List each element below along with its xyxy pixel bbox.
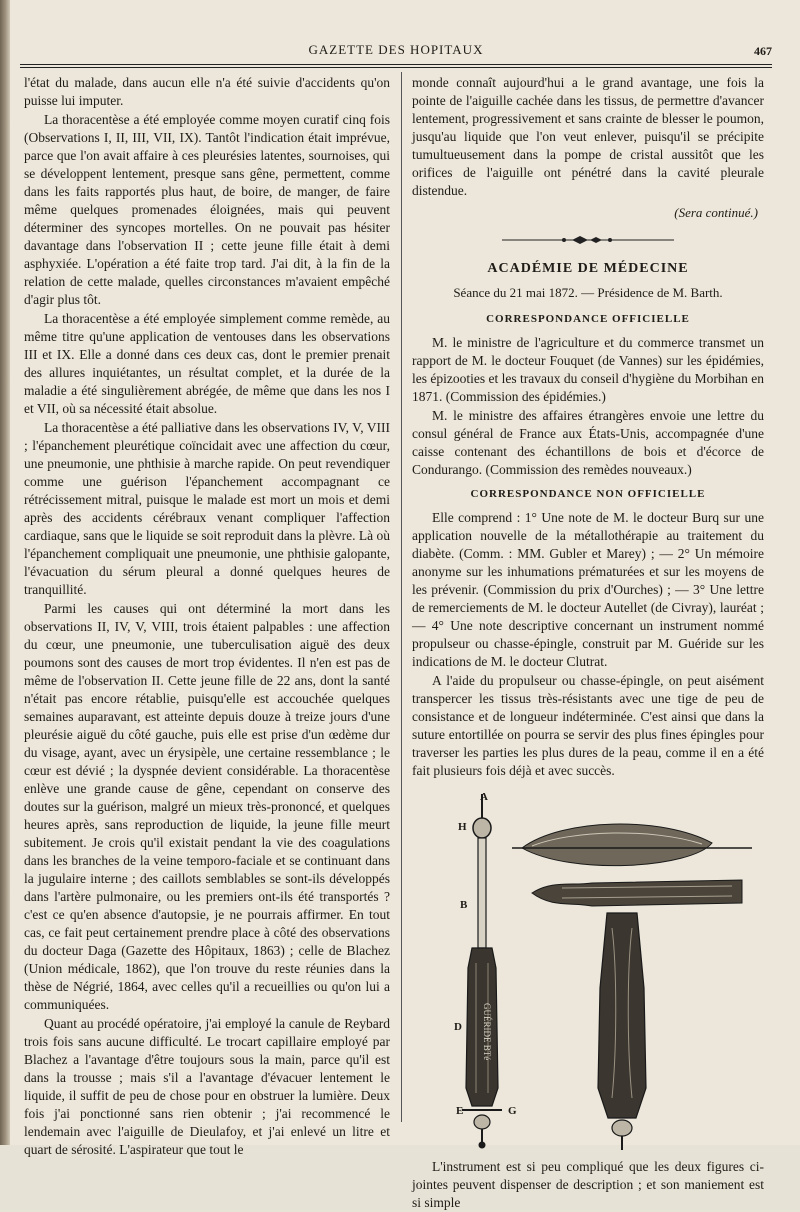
paragraph: l'état du malade, dans aucun elle n'a été suivie d'accidents qu'on puisse lui imputer. (24, 75, 390, 108)
paragraph: Parmi les causes qui ont déterminé la mort dans les observations II, IV, V, VIII, trois étaient palpables : une affection du cœur, une pneumonie, une tuberculisation aiguë des deux poumons sont des causes de mort trop évidentes. Il n'en est pas de même de l'observation II. Cette jeune fille de 22 ans, dont la santé n'était pas encore rétablie, puisqu'elle est accouchée quelques semaines auparavant, est atteinte depuis douze à treize jours d'une pleurésie aiguë du côté gauche, puis elle est prise d'un œdème dur du visage, ayant, avec un érysipèle, une certaine ressemblance ; le cœur est dévié ; la dyspnée devient considérable. La thoracentèse enlève une grande cause de gêne, cependant on conserve des doutes sur la guérison, malgré un mieux très-prononcé, et quelques heures après, sans reproduction de liquide, la jeune fille meurt subitement. Je crois qu'il existait pendant la vie des coagulations dans les branches de la veine temporo-faciale et se continuant dans la jugulaire interne ; des caillots semblables se sont-ils développés dans l'artère pulmonaire, ou les premiers ont-ils été transportés ? c'est ce qu'en absence d'autopsie, je ne pourrais affirmer. En tout cas, ce fait peut certainement prendre place à côté des observations du docteur Daga (Gazette des Hôpitaux, 1863) ; celle de Blachez (Union médicale, 1862), que l'on trouve du reste réunies dans la thèse de Négrié, 1864, avec celles qu'il a recueillies ou qu'on lui a communiquées. (24, 601, 390, 1012)
paragraph: La thoracentèse a été employée simplement comme remède, au même titre qu'une application de ventouses dans les observations III et IX. Elle a donné dans ces deux cas, dont le premier prenait des allures inquiétantes, un résultat complet, et la durée de la maladie a été singulièrement abrégée, de même que dans les nos I et VII, où sa nécessité était absolue. (24, 311, 390, 416)
paragraph: monde connaît aujourd'hui a le grand avantage, une fois la pointe de l'aiguille cachée dans les tissus, de permettre d'avancer lentement, progressivement et sans crainte de blesser le poumon, jusqu'au liquide que l'on veut enlever, puisqu'il se précipite tumultueusement dans la pompe de cristal aussitôt que les orifices de l'aiguille ont pénétré dans la cavité pleurale distendue. (412, 75, 764, 198)
paragraph: M. le ministre de l'agriculture et du commerce transmet un rapport de M. le docteur Fouquet (de Vannes) sur les épidémies, les épizooties et les travaux du conseil d'hygiène du Morbihan en 1871. (Commission des épidémies.) (412, 335, 764, 404)
paragraph: La thoracentèse a été employée comme moyen curatif cinq fois (Observations I, II, III, VII, IX). Tantôt l'indication était imprévue, parce que l'on avait affaire à ces pleurésies latentes, sournoises, qui se développent lentement, presque sans gêne, permettent, comme dans les faits rapportés plus haut, de boire, de manger, de faire même quelques promenades éloignées, mais qui peuvent déterminer des syncopes mortelles. On ne pouvait pas hésiter davantage dans l'observation II ; cette jeune fille était à demi asphyxiée. L'opération a été faite trop tard. J'ai dit, à la fin de la relation de cette malade, quelles circonstances m'avaient empêché d'agir plus tôt. (24, 112, 390, 307)
left-column (24, 74, 390, 1159)
section-ornament (412, 232, 764, 248)
page-number: 467 (754, 44, 772, 58)
figure-label: G (508, 1105, 517, 1117)
paragraph: A l'aide du propulseur ou chasse-épingle, on peut aisément transpercer les tissus très-résistants avec une tige de peu de consistance et de longueur indéterminée. C'est ainsi que dans la suture entortillée on pourra se servir des plus fines épingles pour traverser les parties les plus dures de la peau, comme il en a été fait plusieurs fois déjà et avec succès. (412, 673, 764, 778)
instrument-figure (412, 788, 764, 1158)
figure-label: H (458, 821, 467, 833)
column-divider (401, 72, 402, 1122)
paragraph: Quant au procédé opératoire, j'ai employé la canule de Reybard trois fois sans aucune difficulté. Le trocart capillaire employé par Blachez a l'avantage d'être toujours sous la main, parce qu'il est dans la trousse ; mais s'il a l'avantage d'évacuer lentement le liquide, il suffit de peu de chose pour en obstruer la lumière. Deux fois j'ai ponctionné sans rien obtenir ; j'ai recommencé le lendemain avec l'aiguille de Dieulafoy, et j'ai enlevé un litre et quart de sérosité. L'aspirateur que tout le (24, 1016, 390, 1157)
subheading-unofficial: CORRESPONDANCE NON OFFICIELLE (470, 488, 706, 500)
session-line: Séance du 21 mai 1872. — Présidence de M. Barth. (453, 285, 723, 300)
figure-label: A (480, 791, 488, 803)
header-rule (20, 64, 772, 65)
right-column (412, 74, 764, 1212)
instrument-inscription: GUÉRIDE BTé (482, 1003, 492, 1061)
page-header (20, 40, 772, 62)
ornament-rule-icon (412, 232, 764, 248)
paragraph: M. le ministre des affaires étrangères envoie une lettre du consul général de France aux États-Unis, accompagnée d'une caisse contenant des échantillons de bois et d'écorce de Condurango. (Commission des remèdes nouveaux.) (412, 408, 764, 477)
book-binding-edge (0, 0, 10, 1145)
running-title: GAZETTE DES HOPITAUX (308, 42, 484, 57)
propulseur-illustration (412, 788, 764, 1158)
header-rule-double (20, 67, 772, 68)
paragraph: Elle comprend : 1° Une note de M. le docteur Burq sur une application nouvelle de la métallothérapie au traitement du diabète. (Comm. : MM. Gubler et Marey) ; — 2° Un mémoire anonyme sur les inhumations prématurées et sur les moyens de les prévenir. (Commission du prix d'Ourches) ; — 3° Une lettre de remerciements de M. le docteur Autellet (de Civray), lauréat ; — 4° Une note descriptive concernant un instrument nommé propulseur ou chasse-épingle, construit par M. Guéride sur les indications de M. le docteur Clutrat. (412, 510, 764, 669)
subheading-official: CORRESPONDANCE OFFICIELLE (486, 313, 690, 325)
figure-label: D (454, 1021, 462, 1033)
paragraph: La thoracentèse a été palliative dans les observations IV, V, VIII ; l'épanchement pleurétique coïncidait avec une affection du cœur, une pneumonie, une phthisie à marche rapide. On peut revendiquer comme une guérison l'épanchement accompagnant ce rétrécissement mitral, puisque le malade est mort un mois et demi après des accidents cérébraux venant compliquer l'affection cardiaque, sans que le liquide se soit reproduit dans la plèvre. Là où l'épanchement compliquait une pneumonie, une phthisie galopante, l'évacuation du sérum pleural a donné quelques heures de tranquillité. (24, 420, 390, 597)
continuation-note: (Sera continué.) (674, 205, 758, 220)
paragraph: L'instrument est si peu compliqué que les deux figures ci-jointes peuvent dispenser de description ; et son maniement est si simple (412, 1159, 764, 1210)
figure-label: E (456, 1105, 464, 1117)
figure-label: B (460, 899, 468, 911)
section-title: ACADÉMIE DE MÉDECINE (487, 261, 689, 276)
